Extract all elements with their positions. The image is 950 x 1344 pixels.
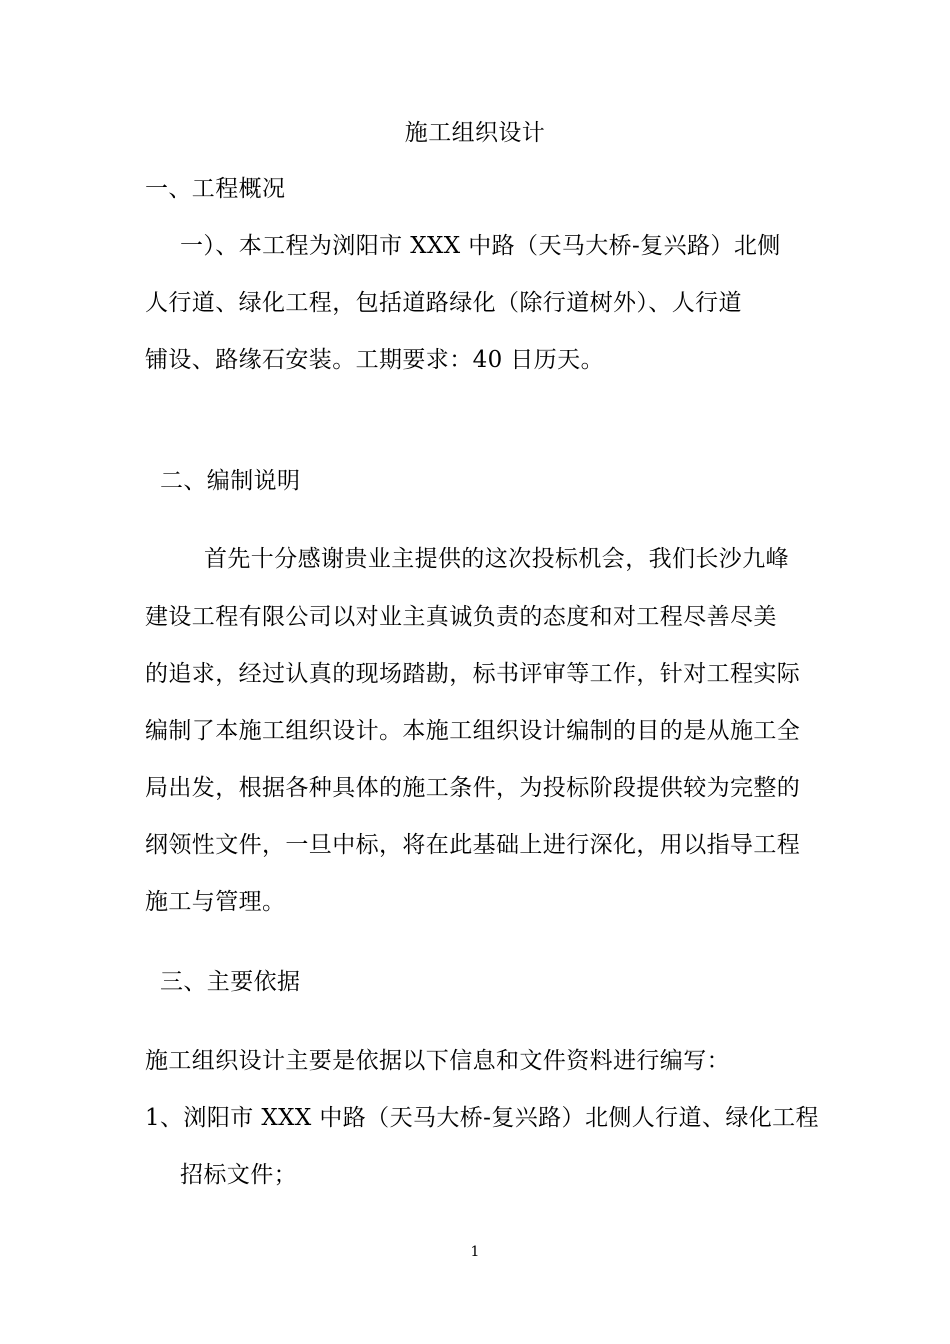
section2-para-line: 纲领性文件，一旦中标，将在此基础上进行深化，用以指导工程	[145, 832, 801, 858]
section1-heading: 一、工程概况	[145, 176, 286, 202]
section2-para-line: 的追求，经过认真的现场踏勘，标书评审等工作，针对工程实际	[145, 661, 801, 687]
section2-para-line: 首先十分感谢贵业主提供的这次投标机会，我们长沙九峰	[204, 546, 789, 572]
section2-para-line: 局出发，根据各种具体的施工条件，为投标阶段提供较为完整的	[145, 775, 801, 801]
section3-intro: 施工组织设计主要是依据以下信息和文件资料进行编写：	[145, 1048, 730, 1074]
section3-list-item-line: 1、浏阳市 XXX 中路（天马大桥-复兴路）北侧人行道、绿化工程	[145, 1105, 819, 1131]
page-number: 1	[470, 1244, 480, 1260]
section1-para-line: 人行道、绿化工程，包括道路绿化（除行道树外）、人行道	[145, 290, 742, 316]
section2-heading: 二、编制说明	[160, 468, 301, 494]
section2-para-line: 施工与管理。	[145, 889, 286, 915]
section1-para-line: 一）、本工程为浏阳市 XXX 中路（天马大桥-复兴路）北侧	[180, 233, 781, 259]
section3-list-item-line: 招标文件；	[180, 1162, 297, 1188]
document-title: 施工组织设计	[404, 120, 546, 146]
section2-para-line: 编制了本施工组织设计。本施工组织设计编制的目的是从施工全	[145, 718, 801, 744]
section1-para-line: 铺设、路缘石安装。工期要求：40 日历天。	[145, 347, 604, 373]
section2-para-line: 建设工程有限公司以对业主真诚负责的态度和对工程尽善尽美	[145, 604, 777, 630]
section3-heading: 三、主要依据	[160, 969, 301, 995]
